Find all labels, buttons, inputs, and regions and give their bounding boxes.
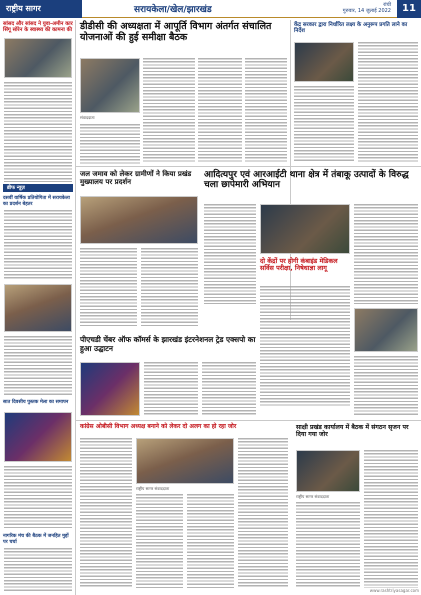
lead-body-text (80, 124, 140, 164)
website-url: www.rashtriyasagar.com (369, 588, 419, 593)
story-body-text (136, 494, 183, 588)
brief-headline: सांसद और सांसद ने युवा-अमीन कार सिंगू सोरेन के स्वास्थ्य की कामना की (3, 21, 73, 33)
photo-caption: राष्ट्रीय सागर संवाददाता (296, 494, 330, 499)
section-divider (76, 420, 421, 421)
brief-body-text (4, 210, 72, 280)
brief-photo (4, 284, 72, 332)
story-headline: दो केंद्रों पर होगी कंबाइंड मेडिकल सर्विस परीक्षा, निषेधाज्ञा लागू (260, 257, 338, 273)
dateline (343, 2, 391, 14)
lead-body-text (198, 58, 242, 163)
story-body-text (296, 502, 360, 588)
story-headline: आदित्यपुर एवं आरआईटी थाना क्षेत्र में तंबाकू उत्पादों के विरुद्ध चला छापेमारी अभियान (204, 170, 409, 191)
lead-photo (80, 58, 140, 113)
side-body-text (358, 42, 418, 162)
brief-photo (4, 412, 72, 462)
story-photo (260, 204, 350, 254)
brief-body-text (4, 82, 72, 182)
story-photo (136, 438, 234, 484)
story-body-text (354, 204, 418, 304)
story-body-text (354, 356, 418, 416)
story-body-text (238, 438, 288, 588)
story-photo (80, 362, 140, 416)
brief-body-text (4, 466, 72, 530)
story-body-text (80, 248, 137, 328)
story-headline: साक्षी प्रखंड कार्यालय में बैठक में संगठन सृजन पर दिया गया जोर (296, 424, 409, 439)
story-headline: पीएचडी चेंबर ऑफ कॉमर्स के झारखंड इंटरनेशनल ट्रेड एक्सपो का हुआ उद्घाटन (80, 335, 256, 353)
story-body-text (202, 362, 256, 416)
story-photo (354, 308, 418, 352)
dateline-city: रांची (383, 2, 391, 8)
brief-headline: दसवीं वार्षिक प्रतियोगिता में सरायकेला का प्रदर्शन बेहतर (3, 196, 70, 207)
photo-caption: संवाददाता (80, 115, 95, 120)
section-title: सरायकेला/खेल/झारखंड (134, 5, 212, 15)
page-number: 11 (397, 0, 421, 18)
story-photo (80, 196, 198, 244)
story-headline: कांग्रेस ओबीसी विभाग अध्यक्ष बनाने को लेकर दो अलग का हो रहा जोर (80, 423, 237, 430)
story-body-text (204, 204, 256, 304)
brief-photo (4, 38, 72, 78)
side-headline: केंद्र सरकार द्वारा निर्धारित लक्ष्य के अनुरूप प्रगति लाने का निर्देश (294, 22, 408, 35)
lead-body-text (245, 58, 287, 163)
brief-headline: सात दिवसीय पुस्तक मेला का समापन (3, 400, 69, 405)
dateline-date: गुरुवार, 14 जुलाई 2022 (342, 8, 391, 14)
newspaper-brand: राष्ट्रीय सागर (0, 0, 82, 18)
story-body-text (187, 494, 234, 588)
photo-caption: राष्ट्रीय सागर संवाददाता (136, 486, 170, 491)
section-divider (76, 166, 421, 167)
brief-headline: नागरिक मंच की बैठक में जनहित मुद्दों पर चर्चा (3, 534, 69, 545)
brief-body-text (4, 336, 72, 396)
lead-headline: डीडीसी की अध्यक्षता में आपूर्ति विभाग अंतर्गत संचालित योजनाओं की हुई समीक्षा बैठक (80, 21, 272, 43)
column-divider (75, 20, 76, 595)
page-header (0, 0, 421, 18)
story-body-text (364, 450, 418, 588)
brief-body-text (4, 548, 72, 592)
side-body-text (294, 86, 354, 162)
story-body-text (141, 248, 198, 328)
story-body-text (260, 286, 350, 406)
story-headline: जल जमाव को लेकर ग्रामीणों ने किया प्रखंड मुख्यालय पर प्रदर्शन (80, 170, 192, 187)
story-body-text (144, 362, 198, 416)
side-photo (294, 42, 354, 82)
brief-news-label: ब्रीफ न्यूज़ (3, 184, 73, 192)
story-body-text (80, 438, 132, 588)
lead-body-text (143, 58, 195, 163)
story-photo (296, 450, 360, 492)
